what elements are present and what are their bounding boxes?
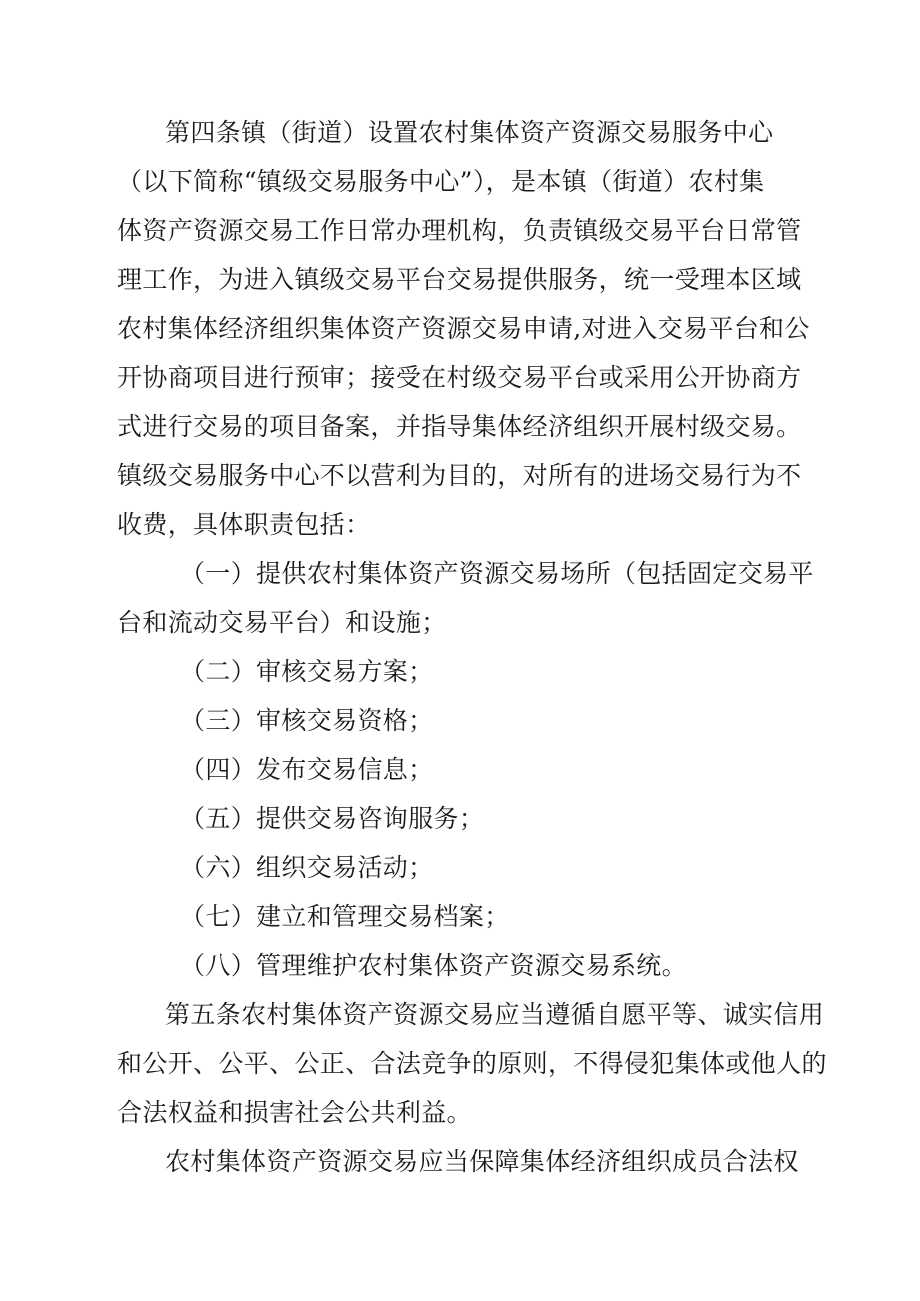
paragraph-line: 第四条镇（街道）设置农村集体资产资源交易服务中心: [165, 118, 774, 147]
paragraph-line: 农村集体经济组织集体资产资源交易申请,对进入交易平台和公: [117, 314, 810, 343]
list-item: （二）审核交易方案；: [180, 657, 434, 686]
paragraph-line: （以下简称“镇级交易服务中心”），是本镇（街道）农村集: [117, 167, 765, 196]
paragraph-line: 和公开、公平、公正、合法竞争的原则，不得侵犯集体或他人的: [117, 1049, 827, 1078]
paragraph-line: 式进行交易的项目备案，并指导集体经济组织开展村级交易。: [117, 412, 802, 441]
list-item: （六）组织交易活动；: [180, 853, 434, 882]
paragraph-line: 农村集体资产资源交易应当保障集体经济组织成员合法权: [165, 1147, 799, 1176]
paragraph-line: 理工作，为进入镇级交易平台交易提供服务，统一受理本区域: [117, 265, 802, 294]
paragraph-line: 合法权益和损害社会公共利益。: [117, 1098, 472, 1127]
paragraph-line: 台和流动交易平台）和设施；: [117, 608, 447, 637]
paragraph-line: 镇级交易服务中心不以营利为目的，对所有的进场交易行为不: [117, 461, 802, 490]
paragraph-line: 体资产资源交易工作日常办理机构，负责镇级交易平台日常管: [117, 216, 802, 245]
list-item: （五）提供交易咨询服务；: [180, 804, 485, 833]
list-item: （七）建立和管理交易档案；: [180, 902, 510, 931]
paragraph-line: 开协商项目进行预审；接受在村级交易平台或采用公开协商方: [117, 363, 802, 392]
list-item: （一）提供农村集体资产资源交易场所（包括固定交易平: [180, 559, 814, 588]
list-item: （四）发布交易信息；: [180, 755, 434, 784]
list-item: （三）审核交易资格；: [180, 706, 434, 735]
paragraph-line: 收费，具体职责包括：: [117, 510, 371, 539]
paragraph-line: 第五条农村集体资产资源交易应当遵循自愿平等、诚实信用: [165, 1000, 825, 1029]
list-item: （八）管理维护农村集体资产资源交易系统。: [180, 951, 688, 980]
